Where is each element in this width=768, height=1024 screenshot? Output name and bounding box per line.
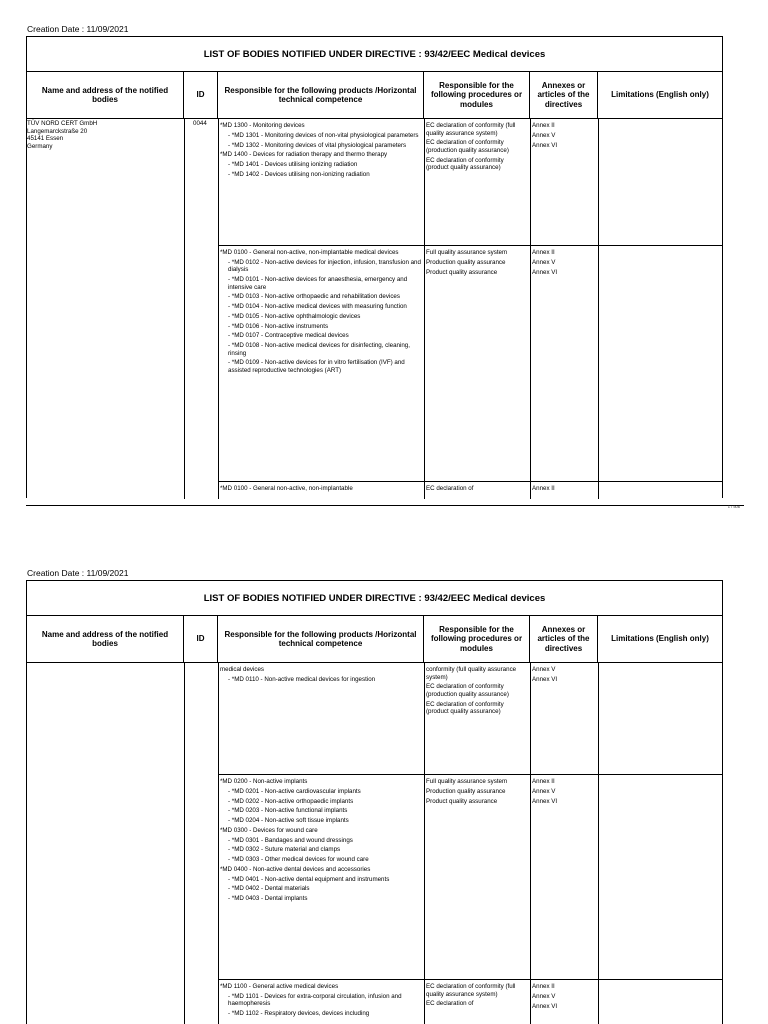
product-item: *MD 0300 - Devices for wound care [220,826,318,834]
annex-item: Annex II [532,485,555,492]
procedure-item: EC declaration of [426,485,474,492]
procedure-item: EC declaration of conformity (production quality assurance) [426,139,509,154]
products-cell [220,249,424,377]
page-gap [0,520,768,560]
product-item: *MD 1300 - Monitoring devices [220,122,305,129]
products-cell [220,983,424,1020]
product-item: - *MD 1101 - Devices for extra-corporal circulation, infusion and haemopheresis [228,992,402,1008]
product-item: - *MD 0202 - Non-active orthopaedic implants [228,797,354,805]
body-name-line: TÜV NORD CERT GmbH [27,120,98,127]
product-item: - *MD 0201 - Non-active cardiovascular implants [228,787,361,795]
procedures-cell [426,666,528,718]
annex-item: Annex VI [532,141,558,149]
table-body [27,663,722,1024]
product-item: - *MD 1402 - Devices utilising non-ionizing radiation [228,170,370,178]
product-item: - *MD 0303 - Other medical devices for wound care [228,856,369,863]
product-item: *MD 0100 - General non-active, non-implantable [220,485,353,492]
procedure-item: EC declaration of conformity (product quality assurance) [426,700,504,716]
product-item: - *MD 0102 - Non-active devices for injection, infusion, transfusion and dialysis [228,258,421,274]
annex-item: Annex II [532,983,555,990]
header-procedures: Responsible for the following procedures or modules [424,616,530,662]
bodies-table [26,580,723,1024]
product-item: - *MD 0105 - Non-active ophthalmologic devices [228,312,361,320]
annexes-cell [532,983,596,1012]
product-item: medical devices [220,666,265,673]
page-number: 1 / 506 [727,504,740,509]
header-annexes: Annexes or articles of the directives [530,616,598,662]
body-id: 0044 [193,120,207,127]
product-item: - *MD 1301 - Monitoring devices of non-vital physiological parameters [228,131,419,139]
procedure-item: EC declaration of conformity (full quality assurance system) [426,122,516,137]
header-id: ID [184,72,218,118]
procedure-item: Full quality assurance system [426,249,508,256]
annex-item: Annex II [532,778,555,785]
header-limitations: Limitations (English only) [611,90,709,100]
product-item: - *MD 0109 - Non-active devices for in vitro fertilisation (IVF) and assisted reproductive technologies (ART) [228,359,405,374]
product-item: *MD 0400 - Non-active dental devices and accessories [220,865,371,873]
header-name: Name and address of the notified bodies [27,616,184,662]
product-item: - *MD 1401 - Devices utilising ionizing radiation [228,161,358,168]
header-products: Responsible for the following products /Horizontal technical competence [218,616,424,662]
procedure-item: Product quality assurance [426,268,498,276]
body-name-line: 45141 Essen [27,135,64,143]
header-procedures: Responsible for the following procedures or modules [424,72,530,118]
products-cell [220,485,422,495]
product-item: *MD 1400 - Devices for radiation therapy and thermo therapy [220,151,388,159]
table-header [27,72,722,119]
procedure-item: Full quality assurance system [426,778,508,785]
body-name-line: Germany [27,142,53,150]
product-item: - *MD 0107 - Contraceptive medical devices [228,332,349,340]
product-item: - *MD 0110 - Non-active medical devices for ingestion [228,675,376,683]
body-name-address [27,120,181,150]
product-item: - *MD 0106 - Non-active instruments [228,322,329,330]
annex-item: Annex II [532,122,555,129]
annex-item: Annex V [532,992,556,1000]
table-header [27,616,722,663]
annex-item: Annex II [532,249,555,256]
procedure-item: Product quality assurance [426,797,498,805]
product-item: - *MD 1302 - Monitoring devices of vital physiological parameters [228,141,407,149]
body-name-line: Langemarckstraße 20 [27,127,88,135]
procedures-cell [426,485,528,495]
procedures-cell [426,778,528,807]
product-item: - *MD 0401 - Non-active dental equipment and instruments [228,875,390,883]
product-item: *MD 0200 - Non-active implants [220,778,308,785]
procedure-item: Production quality assurance [426,787,506,795]
header-annexes: Annexes or articles of the directives [530,72,598,118]
table-body [27,119,722,499]
header-limitations: Limitations (English only) [611,634,709,644]
procedure-item: Production quality assurance [426,258,506,266]
creation-date: Creation Date : 11/09/2021 [27,24,129,34]
products-cell [220,778,424,905]
bodies-table [26,36,723,498]
product-item: - *MD 0403 - Dental implants [228,895,308,902]
annexes-cell [532,249,596,278]
annex-item: Annex VI [532,1002,558,1010]
procedure-item: EC declaration of conformity (full quality assurance system) [426,983,516,998]
procedures-cell [426,983,528,1010]
product-item: - *MD 0101 - Non-active devices for anaesthesia, emergency and intensive care [228,276,408,291]
annex-item: Annex VI [532,268,558,276]
procedure-item: conformity (full quality assurance system) [426,666,517,681]
table-title: LIST OF BODIES NOTIFIED UNDER DIRECTIVE : 93/42/EEC Medical devices [27,581,722,616]
table-title: LIST OF BODIES NOTIFIED UNDER DIRECTIVE : 93/42/EEC Medical devices [27,37,722,72]
procedures-cell [426,249,528,278]
procedures-cell [426,122,528,174]
annex-item: Annex V [532,131,556,139]
product-item: - *MD 0302 - Suture material and clamps [228,846,341,854]
product-item: - *MD 0203 - Non-active functional implants [228,807,348,815]
procedure-item: EC declaration of conformity (product quality assurance) [426,156,504,172]
header-name: Name and address of the notified bodies [27,72,184,118]
product-item: - *MD 0204 - Non-active soft tissue implants [228,817,349,824]
page-footer-rule [26,505,744,506]
creation-date: Creation Date : 11/09/2021 [27,568,129,578]
product-item: - *MD 1102 - Respiratory devices, devices including [228,1010,370,1018]
annexes-cell [532,666,596,686]
product-item: *MD 0100 - General non-active, non-implantable medical devices [220,249,399,256]
annex-item: Annex VI [532,675,558,683]
annexes-cell [532,485,596,495]
pdf-page-2 [0,560,768,1024]
procedure-item: EC declaration of conformity (production quality assurance) [426,683,509,698]
product-item: - *MD 0301 - Bandages and wound dressings [228,836,353,844]
annex-item: Annex V [532,666,556,673]
annex-item: Annex V [532,258,556,266]
products-cell [220,122,422,181]
annex-item: Annex V [532,787,556,795]
product-item: *MD 1100 - General active medical devices [220,983,339,990]
product-item: - *MD 0103 - Non-active orthopaedic and rehabilitation devices [228,293,400,301]
product-item: - *MD 0104 - Non-active medical devices with measuring function [228,303,407,311]
header-products: Responsible for the following products /Horizontal technical competence [218,72,424,118]
product-item: - *MD 0108 - Non-active medical devices for disinfecting, cleaning, rinsing [228,342,410,357]
products-cell [220,666,424,686]
product-item: - *MD 0402 - Dental materials [228,885,310,893]
annexes-cell [532,778,596,807]
annex-item: Annex VI [532,797,558,805]
procedure-item: EC declaration of [426,1000,474,1008]
header-id: ID [184,616,218,662]
annexes-cell [532,122,596,151]
